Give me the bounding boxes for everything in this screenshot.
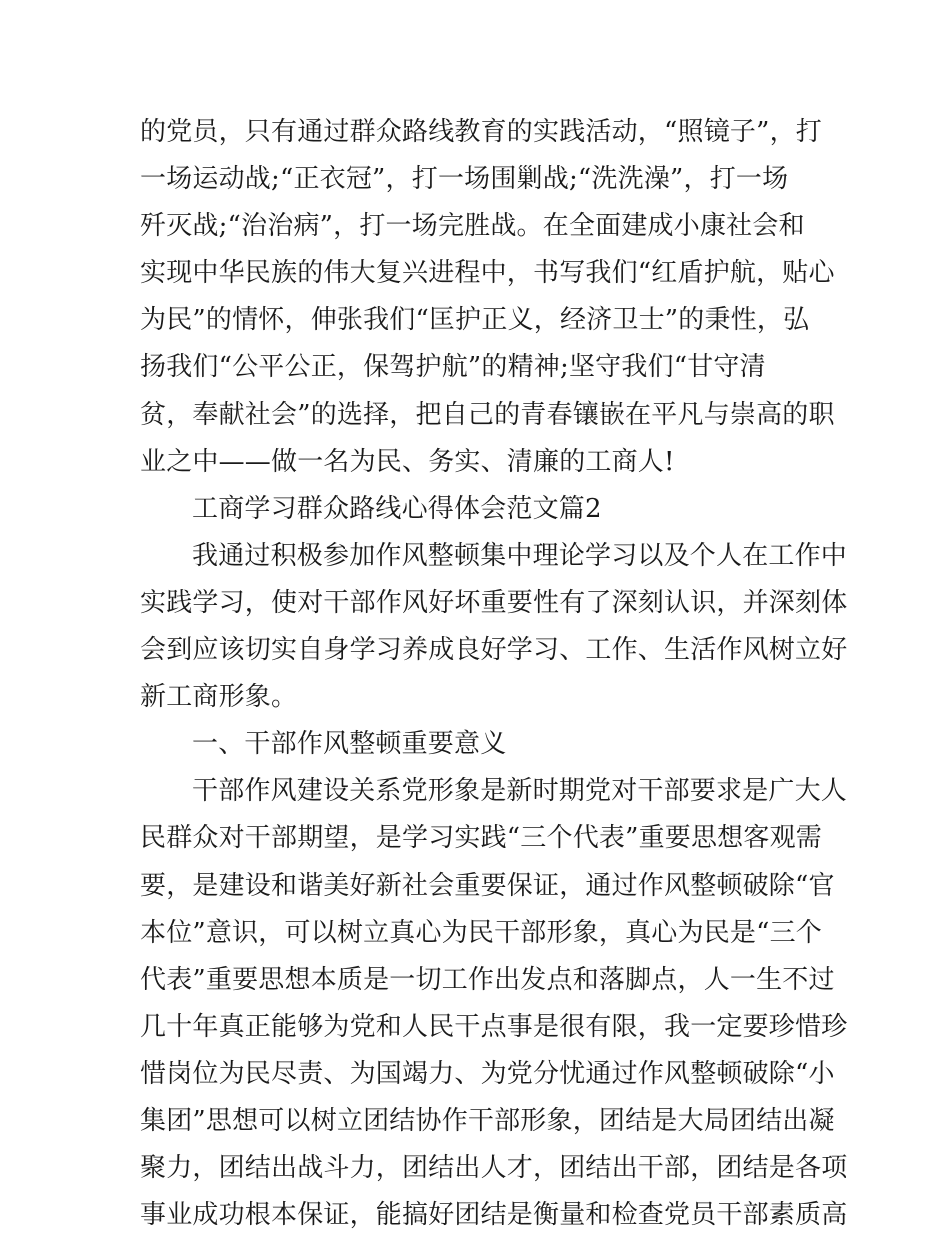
text-line: 要，是建设和谐美好新社会重要保证，通过作风整顿破除“官 (140, 870, 835, 901)
paragraph-start: 我通过积极参加作风整顿集中理论学习以及个人在工作中 (192, 540, 848, 571)
text-line: 扬我们“公平公正，保驾护航”的精神;坚守我们“甘守清 (140, 352, 766, 383)
text-line: 集团”思想可以树立团结协作干部形象，团结是大局团结出凝 (140, 1105, 835, 1136)
text-line: 实现中华民族的伟大复兴进程中，书写我们“红盾护航，贴心 (140, 258, 835, 289)
text-line: 一场运动战;“正衣冠”，打一场围剿战;“洗洗澡”，打一场 (140, 164, 789, 195)
text-line: 事业成功根本保证，能搞好团结是衡量和检查党员干部素质高 (140, 1200, 848, 1231)
text-line: 为民”的情怀，伸张我们“匡护正义，经济卫士”的秉性，弘 (140, 305, 810, 336)
text-line: 实践学习，使对干部作风好坏重要性有了深刻认识，并深刻体 (140, 587, 848, 618)
text-line: 惜岗位为民尽责、为国竭力、为党分忧通过作风整顿破除“小 (140, 1058, 835, 1089)
text-line: 民群众对干部期望，是学习实践“三个代表”重要思想客观需 (140, 823, 822, 854)
text-line: 贫，奉献社会”的选择，把自己的青春镶嵌在平凡与崇高的职 (140, 399, 835, 430)
text-line: 会到应该切实自身学习养成良好学习、工作、生活作风树立好 (140, 635, 848, 666)
text-line: 代表”重要思想本质是一切工作出发点和落脚点，人一生不过 (140, 964, 835, 995)
text-line: 的党员，只有通过群众路线教育的实践活动，“照镜子”，打 (140, 117, 822, 147)
subsection-heading: 一、干部作风整顿重要意义 (192, 729, 507, 760)
text-line: 聚力，团结出战斗力，团结出人才，团结出干部，团结是各项 (140, 1153, 848, 1184)
text-line: 歼灭战;“治治病”，打一场完胜战。在全面建成小康社会和 (140, 211, 805, 242)
section-heading: 工商学习群众路线心得体会范文篇2 (192, 493, 602, 524)
document-body (140, 109, 848, 1239)
text-line: 几十年真正能够为党和人民干点事是很有限，我一定要珍惜珍 (140, 1011, 848, 1042)
text-line: 本位”意识，可以树立真心为民干部形象，真心为民是“三个 (140, 917, 822, 948)
paragraph-start: 干部作风建设关系党形象是新时期党对干部要求是广大人 (192, 776, 848, 807)
text-line: 新工商形象。 (140, 682, 298, 713)
text-line: 业之中——做一名为民、务实、清廉的工商人! (140, 446, 675, 477)
